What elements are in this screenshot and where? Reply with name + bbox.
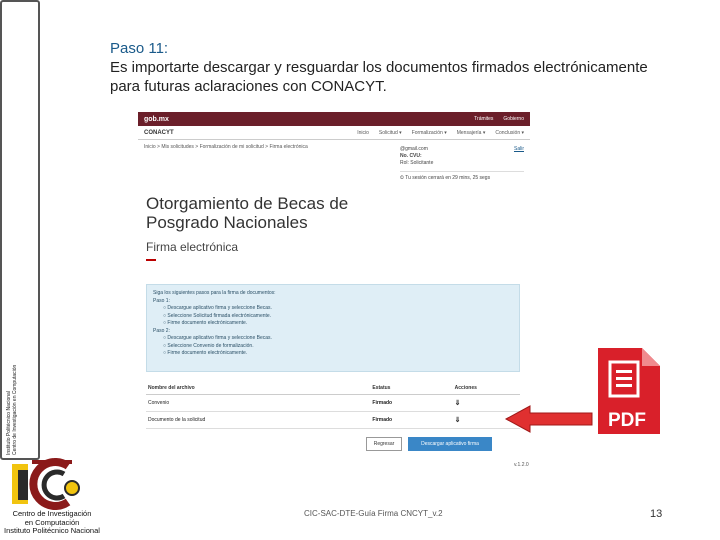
page-title: Otorgamiento de Becas de Posgrado Nacionales [146, 194, 349, 232]
download-icon[interactable]: ⇓ [454, 417, 461, 424]
clock-icon: ⏲ [400, 175, 404, 181]
col-actions-header: Acciones [453, 382, 520, 395]
org-line-2: en Computación [24, 517, 80, 527]
logout-link[interactable]: Salir [513, 146, 524, 152]
org-line-1: Centro de Investigación [12, 509, 92, 518]
table-header-row [146, 382, 520, 395]
back-button[interactable]: Regresar [366, 437, 402, 451]
paso1-item: ○ Firme documento electrónicamente. [163, 320, 248, 326]
instructions-box [146, 284, 520, 372]
conacyt-brand[interactable]: CONACYT [144, 129, 174, 136]
paso2-item: ○ Descargue aplicativo firma y seleccione Becas. [163, 335, 272, 341]
conacyt-nav [138, 126, 530, 140]
org-line-3: Instituto Politécnico Nacional [4, 526, 100, 535]
paso2-item: ○ Seleccione Convenio de formalización. [163, 342, 254, 349]
pdf-label: PDF [608, 410, 646, 431]
version-label: v.1.2.0 [514, 462, 529, 468]
title-underline [146, 259, 156, 261]
col-name-header: Nombre del archivo [146, 382, 370, 395]
session-text: Tu sesión cerrará en 29 mins, 25 segs [405, 175, 491, 181]
file-status: Firmado [370, 412, 452, 429]
table-row [146, 412, 520, 429]
paso2-label: Paso 2: [153, 327, 170, 334]
gob-logo[interactable]: gob.mx [144, 115, 169, 123]
step-description: Es importarte descargar y resguardar los documentos firmados electrónicamente para futuras aclaraciones con CONACYT. [110, 59, 648, 95]
user-email: @gmail.com [400, 146, 428, 152]
menu-item-conclusion[interactable]: Conclusión ▾ [495, 129, 524, 136]
gob-link-tramites[interactable]: Trámites [474, 116, 494, 122]
menu-item-solicitud[interactable]: Solicitud ▾ [378, 129, 402, 136]
download-app-button[interactable]: Descargar aplicativo firma [408, 437, 492, 451]
menu-item-inicio[interactable]: Inicio [357, 129, 369, 136]
gob-links [474, 116, 524, 122]
download-icon[interactable]: ⇓ [454, 400, 461, 407]
menu-item-formalizacion[interactable]: Formalización ▾ [411, 129, 447, 136]
org-name [2, 510, 102, 536]
gob-link-gobierno[interactable]: Gobierno [503, 116, 524, 122]
document-code: CIC-SAC-DTE-Guía Firma CNCYT_v.2 [304, 509, 443, 518]
menu-item-mensajeria[interactable]: Mensajería ▾ [456, 129, 486, 136]
paso1-label: Paso 1: [153, 297, 170, 304]
file-name: Convenio [146, 395, 370, 412]
cvu-label: No. CVU: [400, 153, 422, 159]
session-timer [400, 171, 524, 182]
breadcrumb[interactable]: Inicio > Mis solicitudes > Formalización de mi solicitud > Firma electrónica [144, 144, 308, 150]
user-role: Rol: Solicitante [400, 160, 434, 166]
paso1-item: ○ Seleccione Solicitud firmada electrónicamente. [163, 312, 272, 319]
documents-table [146, 382, 520, 429]
left-arrow-icon [504, 404, 594, 434]
page-subtitle: Firma electrónica [146, 240, 239, 254]
instructions-heading: Siga los siguientes pasos para la firma de documentos: [153, 290, 276, 296]
col-status-header: Estatus [370, 382, 452, 395]
sidebar-line-1: Instituto Politécnico Nacional [6, 391, 12, 455]
main-menu [357, 130, 524, 136]
table-row [146, 395, 520, 412]
gob-header [138, 112, 530, 126]
step-label: Paso 11: [110, 40, 169, 57]
cic-logo-icon [8, 458, 88, 510]
page-number: 13 [650, 508, 663, 520]
file-status: Firmado [370, 395, 452, 412]
file-name: Documento de la solicitud [146, 412, 370, 429]
paso1-item: ○ Descargue aplicativo firma y seleccione Becas. [163, 305, 272, 311]
paso2-item: ○ Firme documento electrónicamente. [163, 350, 248, 356]
embedded-screenshot [138, 112, 530, 470]
sidebar-institution-text [6, 35, 18, 455]
sidebar-line-2: Centro de Investigación en Computación [12, 364, 18, 455]
pdf-file-icon [592, 346, 662, 436]
slide-title [110, 40, 670, 96]
user-info [400, 146, 524, 182]
